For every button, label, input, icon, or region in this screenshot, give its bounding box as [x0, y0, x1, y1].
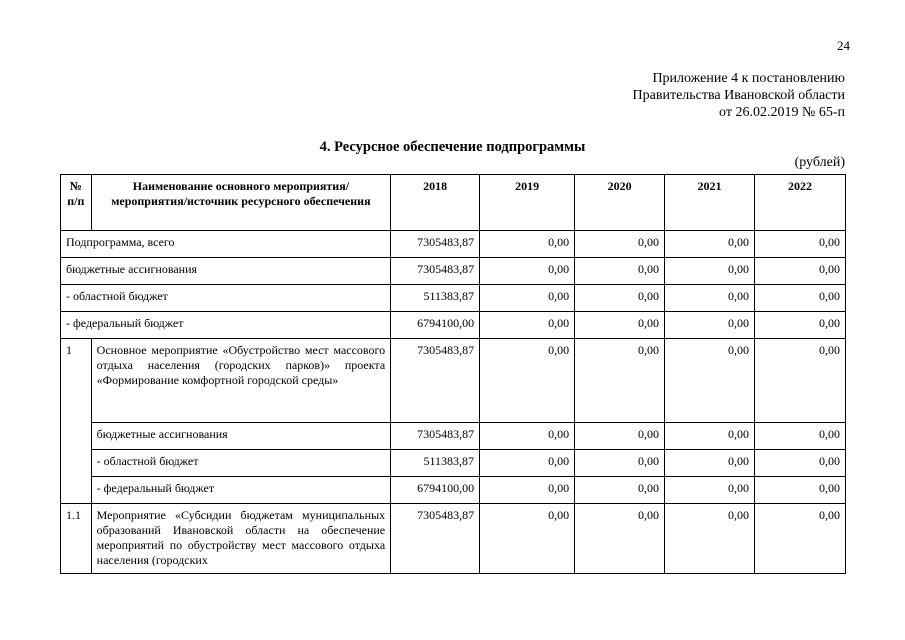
row-name: Мероприятие «Субсидии бюджетам муниципальных образований Ивановской области на обеспечение мероприятий по обустройству мест массового отдыха населения (городских: [91, 504, 390, 574]
row-name: Подпрограмма, всего: [61, 231, 391, 258]
resource-table: [60, 174, 846, 574]
cell-2020: 0,00: [575, 504, 665, 574]
cell-2018: 7305483,87: [391, 423, 480, 450]
cell-2022: 0,00: [754, 312, 845, 339]
row-name: - федеральный бюджет: [91, 477, 390, 504]
cell-2018: 7305483,87: [391, 339, 480, 423]
cell-2019: 0,00: [480, 504, 575, 574]
cell-2018: 6794100,00: [391, 477, 480, 504]
row-number: 1: [61, 339, 92, 504]
cell-2022: 0,00: [754, 258, 845, 285]
cell-2021: 0,00: [665, 285, 755, 312]
header-year-2020: 2020: [575, 175, 665, 231]
cell-2019: 0,00: [480, 423, 575, 450]
appendix-line-3: от 26.02.2019 № 65-п: [719, 105, 845, 120]
row-name: - областной бюджет: [61, 285, 391, 312]
row-name: - федеральный бюджет: [61, 312, 391, 339]
row-number: 1.1: [61, 504, 92, 574]
cell-2021: 0,00: [665, 258, 755, 285]
cell-2018: 7305483,87: [391, 258, 480, 285]
cell-2018: 511383,87: [391, 285, 480, 312]
cell-2022: 0,00: [754, 231, 845, 258]
cell-2018: 511383,87: [391, 450, 480, 477]
table-row: [61, 312, 846, 339]
cell-2019: 0,00: [480, 339, 575, 423]
cell-2020: 0,00: [575, 285, 665, 312]
currency-note: (рублей): [794, 155, 845, 170]
header-year-2019: 2019: [480, 175, 575, 231]
cell-2021: 0,00: [665, 339, 755, 423]
table-row: [61, 450, 846, 477]
cell-2019: 0,00: [480, 450, 575, 477]
table-row: [61, 504, 846, 574]
table-header-row: [61, 175, 846, 231]
cell-2021: 0,00: [665, 423, 755, 450]
cell-2019: 0,00: [480, 477, 575, 504]
cell-2020: 0,00: [575, 258, 665, 285]
table-row: [61, 285, 846, 312]
cell-2021: 0,00: [665, 477, 755, 504]
appendix-reference: [633, 70, 845, 121]
cell-2020: 0,00: [575, 450, 665, 477]
row-name: бюджетные ассигнования: [61, 258, 391, 285]
header-year-2018: 2018: [391, 175, 480, 231]
appendix-line-2: Правительства Ивановской области: [632, 88, 845, 103]
appendix-line-1: Приложение 4 к постановлению: [652, 71, 845, 86]
header-year-2021: 2021: [665, 175, 755, 231]
cell-2018: 7305483,87: [391, 231, 480, 258]
table-row: [61, 477, 846, 504]
row-name: - областной бюджет: [91, 450, 390, 477]
cell-2020: 0,00: [575, 231, 665, 258]
cell-2020: 0,00: [575, 477, 665, 504]
cell-2022: 0,00: [754, 450, 845, 477]
cell-2022: 0,00: [754, 504, 845, 574]
cell-2022: 0,00: [754, 339, 845, 423]
cell-2022: 0,00: [754, 285, 845, 312]
cell-2019: 0,00: [480, 231, 575, 258]
document-title: 4. Ресурсное обеспечение подпрограммы: [319, 139, 586, 155]
row-name: Основное мероприятие «Обустройство мест массового отдыха населения (городских парков)» проекта «Формирование комфортной городской среды»: [91, 339, 390, 423]
cell-2018: 7305483,87: [391, 504, 480, 574]
cell-2022: 0,00: [754, 423, 845, 450]
table-row: [61, 339, 846, 423]
cell-2021: 0,00: [665, 450, 755, 477]
page-number: 24: [837, 38, 850, 53]
cell-2019: 0,00: [480, 258, 575, 285]
cell-2021: 0,00: [665, 312, 755, 339]
table-row: [61, 231, 846, 258]
cell-2018: 6794100,00: [391, 312, 480, 339]
cell-2022: 0,00: [754, 477, 845, 504]
cell-2019: 0,00: [480, 312, 575, 339]
cell-2021: 0,00: [665, 504, 755, 574]
table-row: [61, 423, 846, 450]
header-year-2022: 2022: [754, 175, 845, 231]
row-name: бюджетные ассигнования: [91, 423, 390, 450]
cell-2019: 0,00: [480, 285, 575, 312]
cell-2021: 0,00: [665, 231, 755, 258]
cell-2020: 0,00: [575, 423, 665, 450]
header-number: № п/п: [61, 175, 92, 231]
table-row: [61, 258, 846, 285]
cell-2020: 0,00: [575, 339, 665, 423]
cell-2020: 0,00: [575, 312, 665, 339]
header-name: Наименование основного мероприятия/мероприятия/источник ресурсного обеспечения: [91, 175, 390, 231]
